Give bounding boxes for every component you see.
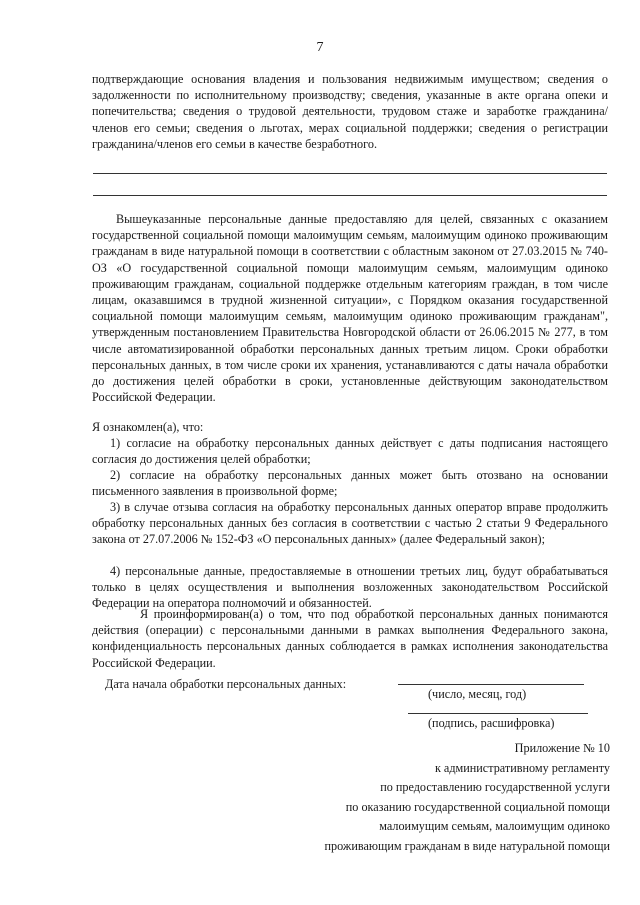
start-date-label: Дата начала обработки персональных данных:	[105, 677, 347, 691]
acknowledged-item-2: 2) согласие на обработку персональных данных может быть отозвано на основании письменного заявления в произвольной форме;	[92, 468, 608, 499]
signature-fill-line	[408, 713, 588, 714]
blank-fill-line-2	[93, 195, 607, 196]
date-fill-line	[398, 684, 584, 685]
appendix-line: по оказанию государственной социальной помощи	[345, 799, 610, 814]
appendix-line: к административному регламенту	[434, 760, 610, 775]
appendix-line: Приложение № 10	[514, 741, 610, 755]
intro-continuation-paragraph: подтверждающие основания владения и пользования недвижимым имуществом; сведения о задолженности по исполнительному производству; сведения, указанные в акте органа опеки и попечительства; сведения о трудовой деятельности, трудовом стаже и заработке гражданина/членов его семьи; сведения о льготах, мерах социальной поддержки; сведения о регистрации гражданина/членов его семьи в качестве безработного.	[92, 72, 608, 151]
appendix-line: проживающим гражданам в виде натуральной помощи	[324, 838, 610, 853]
page-number: 7	[316, 40, 324, 55]
signature-caption: (подпись, расшифровка)	[428, 716, 555, 730]
acknowledged-item-1: 1) согласие на обработку персональных данных действует с даты подписания настоящего согласия до достижения целей обработки;	[92, 436, 608, 467]
acknowledged-item-3: 3) в случае отзыва согласия на обработку персональных данных оператор вправе продолжить обработку персональных данных без согласия в соответствии с частью 2 статьи 9 Федерального закона от 27.07.2006 № 152-ФЗ «О персональных данных» (далее Федеральный закон);	[92, 500, 608, 547]
date-caption: (число, месяц, год)	[428, 687, 527, 701]
appendix-line: малоимущим семьям, малоимущим одиноко	[379, 819, 610, 833]
acknowledged-heading: Я ознакомлен(а), что:	[92, 420, 204, 434]
appendix-header	[270, 739, 610, 856]
informed-paragraph: Я проинформирован(а) о том, что под обработкой персональных данных понимаются действия (операции) с персональными данными в рамках выполнения Федерального закона, конфиденциальность персональных данных соблюдается в рамках исполнения законодательства Российской Федерации.	[92, 607, 608, 670]
consent-purpose-paragraph: Вышеуказанные персональные данные предоставляю для целей, связанных с оказанием государственной социальной помощи малоимущим семьям, малоимущим одиноко проживающим гражданам в виде натуральной помощи в соответствии с областным законом от 27.03.2015 № 740-ОЗ «О государственной социальной помощи малоимущим семьям, малоимущим одиноко проживающим гражданам, социальной поддержке отдельным категориям граждан, в том числе лицам, оказавшимся в трудной жизненной ситуации», с Порядком оказания государственной социальной помощи малоимущим семьям, малоимущим одиноко проживающим гражданам", утвержденным постановлением Правительства Новгородской области от 26.06.2015 № 277, в том числе автоматизированной обработки персональных данных третьим лицом. Сроки обработки персональных данных, в том числе сроки их хранения, устанавливаются с даты начала обработки до достижения целей обработки в сроки, установленные действующим законодательством Российской Федерации.	[92, 212, 608, 405]
appendix-line: по предоставлению государственной услуги	[380, 780, 610, 794]
blank-fill-line-1	[93, 173, 607, 174]
acknowledged-item-4: 4) персональные данные, предоставляемые в отношении третьих лиц, будут обрабатываться только в целях осуществления и выполнения возложенных законодательством Российской Федерации на оператора полномочий и обязанностей.	[92, 564, 608, 611]
